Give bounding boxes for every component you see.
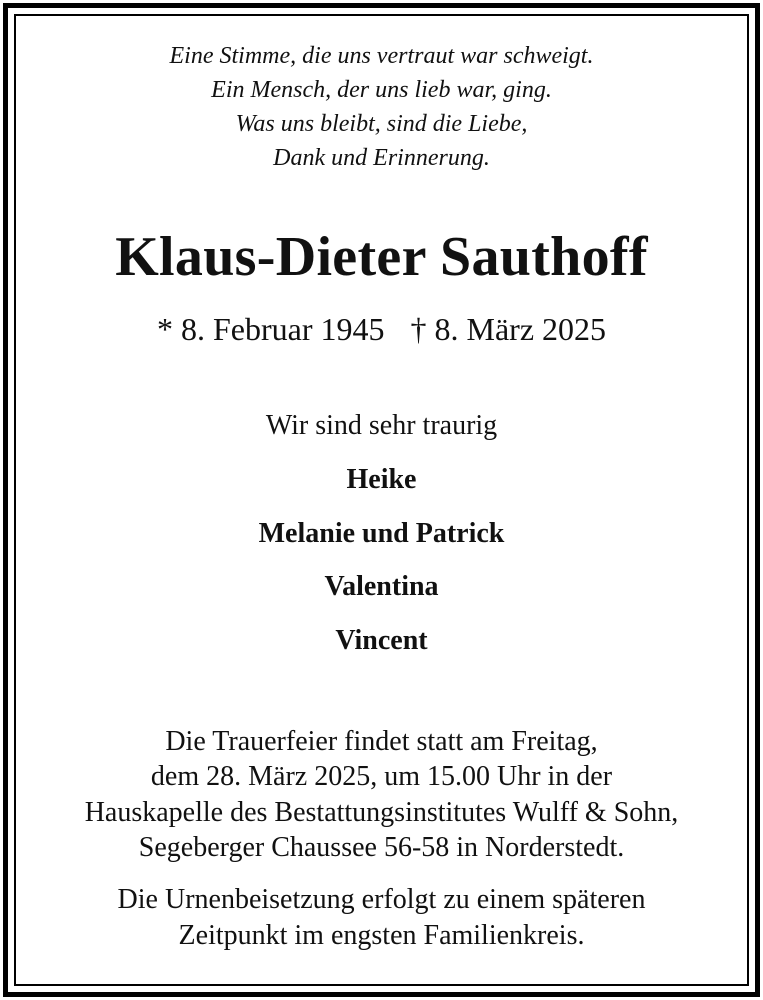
ceremony-line: dem 28. März 2025, um 15.00 Uhr in der xyxy=(150,761,613,792)
birth-date: * 8. Februar 1945 xyxy=(156,311,385,347)
mourner-name: Valentina xyxy=(324,571,439,602)
life-dates xyxy=(0,311,763,348)
mourners-intro: Wir sind sehr traurig xyxy=(265,410,498,441)
poem-line: Was uns bleibt, sind die Liebe, xyxy=(235,111,528,137)
mourner-name: Melanie und Patrick xyxy=(258,518,505,549)
poem-line: Ein Mensch, der uns lieb war, ging. xyxy=(211,77,552,103)
ceremony-line: Hauskapelle des Bestattungsinstitutes Wulff & Sohn, xyxy=(84,797,679,828)
burial-line: Die Urnenbeisetzung erfolgt zu einem späteren xyxy=(117,884,646,915)
burial-line: Zeitpunkt im engsten Familienkreis. xyxy=(178,920,585,951)
mourner-name: Heike xyxy=(346,464,417,495)
ceremony-line: Die Trauerfeier findet statt am Freitag, xyxy=(165,726,598,757)
poem-line: Dank und Erinnerung. xyxy=(273,145,490,171)
death-date: † 8. März 2025 xyxy=(410,311,607,347)
poem-line: Eine Stimme, die uns vertraut war schweigt. xyxy=(169,43,594,69)
ceremony-line: Segeberger Chaussee 56-58 in Norderstedt. xyxy=(138,832,625,863)
mourner-name: Vincent xyxy=(335,625,428,656)
deceased-name: Klaus-Dieter Sauthoff xyxy=(115,226,648,288)
